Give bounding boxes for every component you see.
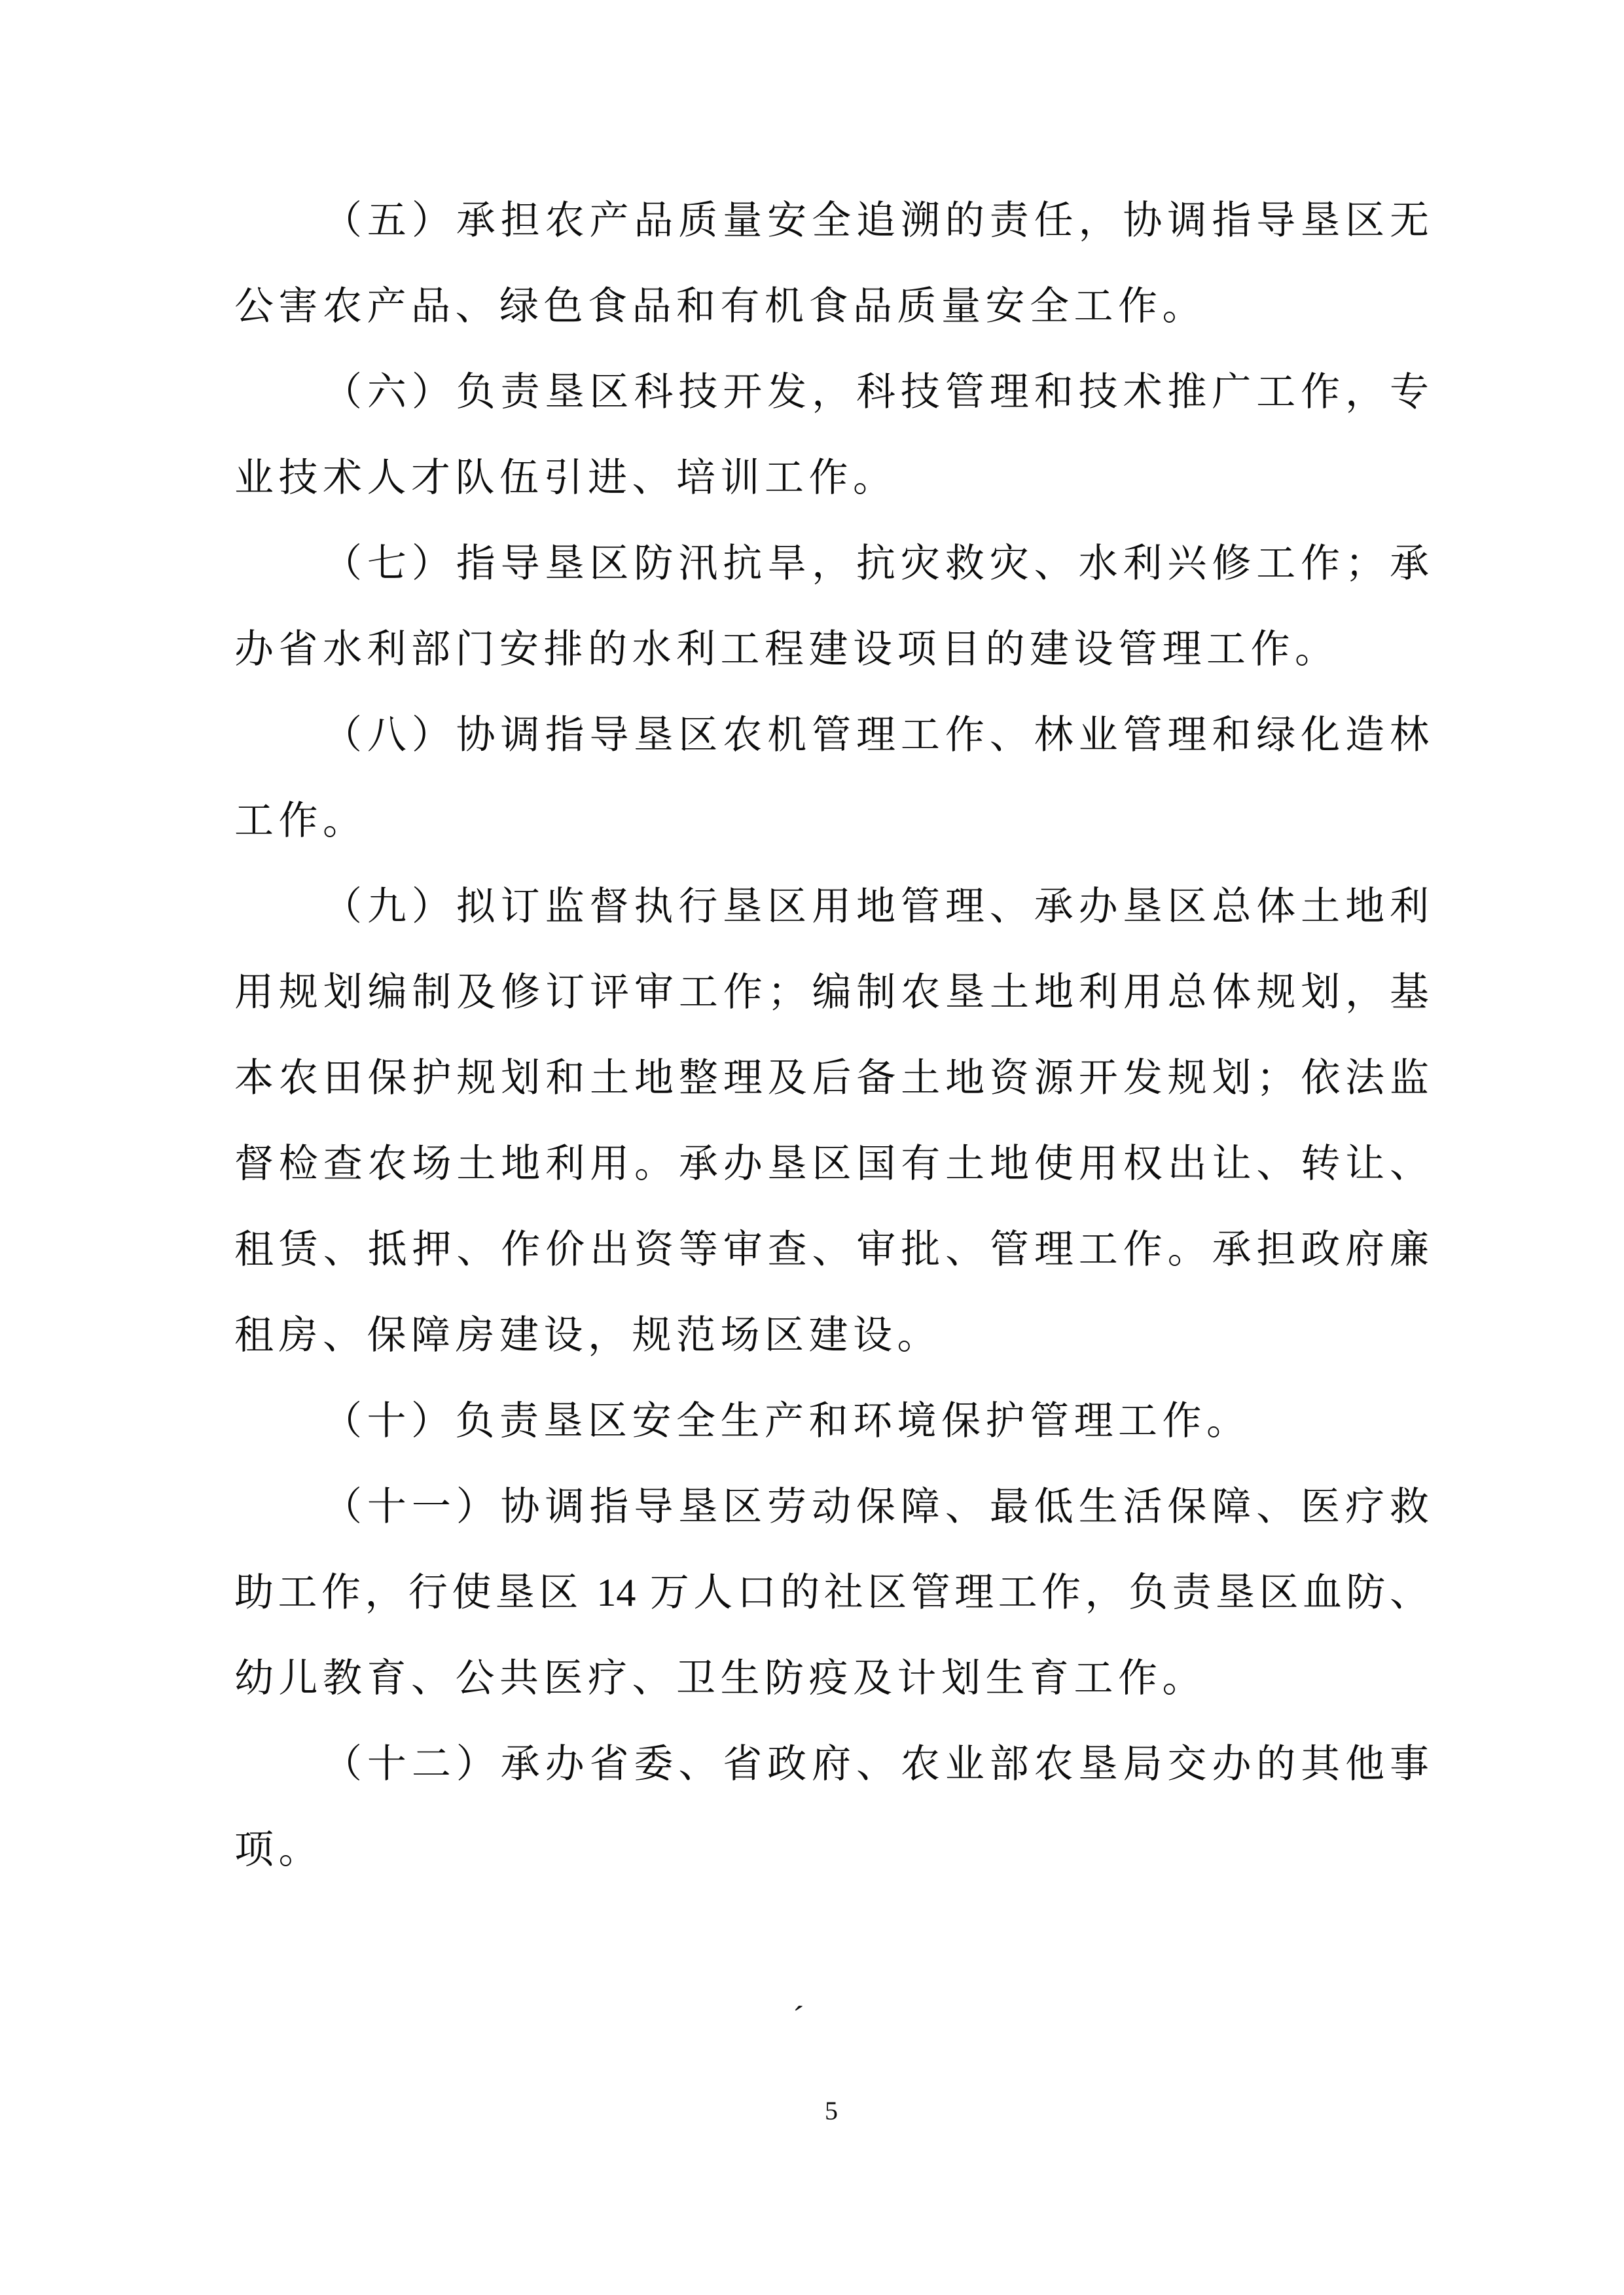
paragraph [234,1379,1429,1464]
page-number: 5 [825,2096,838,2125]
text-line: 项。 [234,1828,323,1871]
paragraph [234,1464,1429,1722]
text-line: （六）负责垦区科技开发，科技管理和技术推广工作，专 [323,370,1429,414]
text-line: 办省水利部门安排的水利工程建设项目的建设管理工作。 [234,628,1339,671]
text-line: （十二）承办省委、省政府、农业部农垦局交办的其他事 [323,1743,1429,1786]
scan-artifact-mark: ´ [791,1999,805,2038]
text-line: 公害农产品、绿色食品和有机食品质量安全工作。 [234,285,1206,328]
text-line: 工作。 [234,799,367,842]
text-line: （八）协调指导垦区农机管理工作、林业管理和绿化造林 [323,714,1429,757]
text-line: 租房、保障房建设，规范场区建设。 [234,1314,941,1357]
paragraph [234,1722,1429,1893]
text-line: （十）负责垦区安全生产和环境保护管理工作。 [323,1400,1251,1443]
text-line: 督检查农场土地利用。承办垦区国有土地使用权出让、转让、 [234,1142,1429,1185]
text-line: 租赁、抵押、作价出资等审查、审批、管理工作。承担政府廉 [234,1228,1429,1271]
text-line: （九）拟订监督执行垦区用地管理、承办垦区总体土地利 [323,885,1429,928]
text-line: 助工作，行使垦区 14 万人口的社区管理工作，负责垦区血防、 [234,1571,1429,1614]
document-body [234,178,1429,1893]
paragraph [234,178,1429,350]
text-line: 业技术人才队伍引进、培训工作。 [234,456,897,499]
text-line: 幼儿教育、公共医疗、卫生防疫及计划生育工作。 [234,1657,1206,1700]
text-line: （五）承担农产品质量安全追溯的责任，协调指导垦区无 [323,199,1429,242]
paragraph [234,864,1429,1379]
text-line: 本农田保护规划和土地整理及后备土地资源开发规划；依法监 [234,1057,1429,1100]
text-line: 用规划编制及修订评审工作；编制农垦土地利用总体规划，基 [234,971,1429,1014]
paragraph [234,350,1429,521]
text-line: （七）指导垦区防汛抗旱，抗灾救灾、水利兴修工作；承 [323,542,1429,585]
paragraph [234,521,1429,693]
paragraph [234,693,1429,864]
text-line: （十一）协调指导垦区劳动保障、最低生活保障、医疗救 [323,1485,1429,1528]
